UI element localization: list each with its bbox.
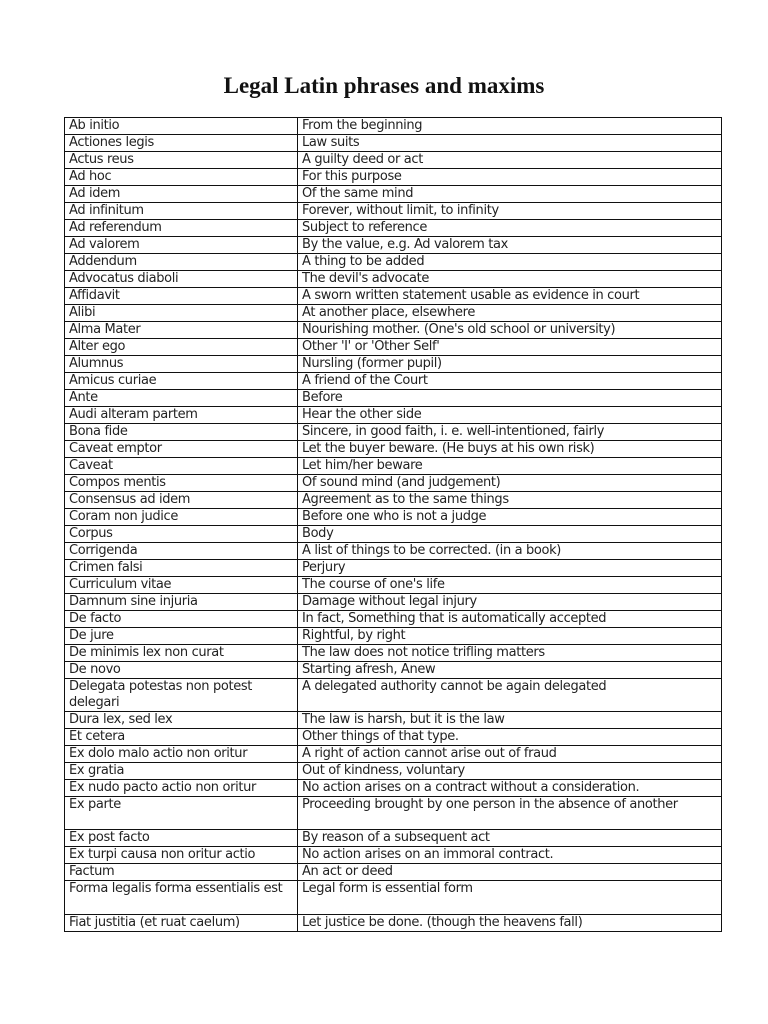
latin-phrase-cell: Delegata potestas non potest delegari (65, 679, 298, 712)
table-row (65, 780, 722, 797)
latin-phrase-cell: De novo (65, 662, 298, 679)
meaning-cell: A thing to be added (298, 254, 722, 271)
table-row (65, 830, 722, 847)
table-row (65, 271, 722, 288)
latin-phrase-cell: Ad valorem (65, 237, 298, 254)
table-row (65, 763, 722, 780)
latin-phrase-cell: Ad referendum (65, 220, 298, 237)
meaning-cell: Before one who is not a judge (298, 509, 722, 526)
table-row (65, 186, 722, 203)
table-row (65, 458, 722, 475)
meaning-cell: From the beginning (298, 118, 722, 135)
table-row (65, 662, 722, 679)
latin-phrase-cell: Ex dolo malo actio non oritur (65, 746, 298, 763)
latin-phrase-cell: Ex parte (65, 797, 298, 830)
meaning-cell: A friend of the Court (298, 373, 722, 390)
meaning-cell: Legal form is essential form (298, 881, 722, 914)
table-row (65, 729, 722, 746)
table-row (65, 305, 722, 322)
meaning-cell: A guilty deed or act (298, 152, 722, 169)
meaning-cell: Agreement as to the same things (298, 492, 722, 509)
meaning-cell: A sworn written statement usable as evidence in court (298, 288, 722, 305)
latin-phrase-cell: Ex gratia (65, 763, 298, 780)
latin-phrase-cell: Alma Mater (65, 322, 298, 339)
table-row (65, 254, 722, 271)
latin-phrase-cell: Caveat (65, 458, 298, 475)
table-row (65, 424, 722, 441)
phrases-table (64, 117, 722, 932)
meaning-cell: Body (298, 526, 722, 543)
meaning-cell: Sincere, in good faith, i. e. well-intentioned, fairly (298, 424, 722, 441)
latin-phrase-cell: Ex nudo pacto actio non oritur (65, 780, 298, 797)
latin-phrase-cell: Corpus (65, 526, 298, 543)
table-row (65, 645, 722, 662)
meaning-cell: Let the buyer beware. (He buys at his own risk) (298, 441, 722, 458)
latin-phrase-cell: Ab initio (65, 118, 298, 135)
meaning-cell: Other things of that type. (298, 729, 722, 746)
table-row (65, 203, 722, 220)
latin-phrase-cell: Audi alteram partem (65, 407, 298, 424)
latin-phrase-cell: Curriculum vitae (65, 577, 298, 594)
latin-phrase-cell: Damnum sine injuria (65, 594, 298, 611)
meaning-cell: Perjury (298, 560, 722, 577)
meaning-cell: Rightful, by right (298, 628, 722, 645)
meaning-cell: By the value, e.g. Ad valorem tax (298, 237, 722, 254)
latin-phrase-cell: Alumnus (65, 356, 298, 373)
latin-phrase-cell: Affidavit (65, 288, 298, 305)
meaning-cell: Let him/her beware (298, 458, 722, 475)
latin-phrase-cell: Crimen falsi (65, 560, 298, 577)
meaning-cell: Of sound mind (and judgement) (298, 475, 722, 492)
meaning-cell: No action arises on a contract without a consideration. (298, 780, 722, 797)
meaning-cell: Law suits (298, 135, 722, 152)
meaning-cell: Nourishing mother. (One's old school or university) (298, 322, 722, 339)
meaning-cell: Nursling (former pupil) (298, 356, 722, 373)
table-row (65, 560, 722, 577)
table-row (65, 594, 722, 611)
latin-phrase-cell: Factum (65, 864, 298, 881)
latin-phrase-cell: Compos mentis (65, 475, 298, 492)
latin-phrase-cell: Ante (65, 390, 298, 407)
latin-phrase-cell: Alibi (65, 305, 298, 322)
meaning-cell: An act or deed (298, 864, 722, 881)
table-row (65, 543, 722, 560)
meaning-cell: Proceeding brought by one person in the absence of another (298, 797, 722, 830)
latin-phrase-cell: De jure (65, 628, 298, 645)
latin-phrase-cell: Et cetera (65, 729, 298, 746)
latin-phrase-cell: Actus reus (65, 152, 298, 169)
table-row (65, 509, 722, 526)
meaning-cell: Other 'I' or 'Other Self' (298, 339, 722, 356)
meaning-cell: The course of one's life (298, 577, 722, 594)
table-row (65, 881, 722, 914)
table-row (65, 526, 722, 543)
table-row (65, 679, 722, 712)
latin-phrase-cell: Ad idem (65, 186, 298, 203)
table-row (65, 611, 722, 628)
table-row (65, 492, 722, 509)
meaning-cell: In fact, Something that is automatically accepted (298, 611, 722, 628)
latin-phrase-cell: Actiones legis (65, 135, 298, 152)
table-row (65, 237, 722, 254)
meaning-cell: Subject to reference (298, 220, 722, 237)
table-row (65, 390, 722, 407)
latin-phrase-cell: Forma legalis forma essentialis est (65, 881, 298, 914)
table-row (65, 628, 722, 645)
table-row (65, 797, 722, 830)
latin-phrase-cell: Consensus ad idem (65, 492, 298, 509)
meaning-cell: A right of action cannot arise out of fraud (298, 746, 722, 763)
table-row (65, 712, 722, 729)
meaning-cell: Starting afresh, Anew (298, 662, 722, 679)
latin-phrase-cell: De facto (65, 611, 298, 628)
meaning-cell: Out of kindness, voluntary (298, 763, 722, 780)
meaning-cell: Of the same mind (298, 186, 722, 203)
meaning-cell: Hear the other side (298, 407, 722, 424)
latin-phrase-cell: Advocatus diaboli (65, 271, 298, 288)
meaning-cell: A delegated authority cannot be again delegated (298, 679, 722, 712)
table-row (65, 322, 722, 339)
latin-phrase-cell: Coram non judice (65, 509, 298, 526)
latin-phrase-cell: Ex post facto (65, 830, 298, 847)
meaning-cell: At another place, elsewhere (298, 305, 722, 322)
table-row (65, 847, 722, 864)
meaning-cell: Forever, without limit, to infinity (298, 203, 722, 220)
table-row (65, 373, 722, 390)
table-row (65, 220, 722, 237)
meaning-cell: By reason of a subsequent act (298, 830, 722, 847)
latin-phrase-cell: Addendum (65, 254, 298, 271)
meaning-cell: The law does not notice trifling matters (298, 645, 722, 662)
latin-phrase-cell: Caveat emptor (65, 441, 298, 458)
meaning-cell: Damage without legal injury (298, 594, 722, 611)
meaning-cell: Before (298, 390, 722, 407)
table-row (65, 407, 722, 424)
table-row (65, 118, 722, 135)
meaning-cell: The devil's advocate (298, 271, 722, 288)
table-row (65, 339, 722, 356)
latin-phrase-cell: Ad hoc (65, 169, 298, 186)
table-row (65, 577, 722, 594)
latin-phrase-cell: De minimis lex non curat (65, 645, 298, 662)
latin-phrase-cell: Ex turpi causa non oritur actio (65, 847, 298, 864)
table-row (65, 746, 722, 763)
meaning-cell: The law is harsh, but it is the law (298, 712, 722, 729)
table-row (65, 914, 722, 931)
table-row (65, 475, 722, 492)
meaning-cell: A list of things to be corrected. (in a book) (298, 543, 722, 560)
table-row (65, 356, 722, 373)
meaning-cell: Let justice be done. (though the heavens fall) (298, 914, 722, 931)
latin-phrase-cell: Amicus curiae (65, 373, 298, 390)
page-title: Legal Latin phrases and maxims (223, 73, 545, 98)
table-row (65, 135, 722, 152)
table-row (65, 864, 722, 881)
table-row (65, 169, 722, 186)
latin-phrase-cell: Bona fide (65, 424, 298, 441)
latin-phrase-cell: Ad infinitum (65, 203, 298, 220)
table-row (65, 441, 722, 458)
latin-phrase-cell: Dura lex, sed lex (65, 712, 298, 729)
latin-phrase-cell: Fiat justitia (et ruat caelum) (65, 914, 298, 931)
meaning-cell: For this purpose (298, 169, 722, 186)
latin-phrase-cell: Corrigenda (65, 543, 298, 560)
latin-phrase-cell: Alter ego (65, 339, 298, 356)
table-row (65, 288, 722, 305)
table-row (65, 152, 722, 169)
meaning-cell: No action arises on an immoral contract. (298, 847, 722, 864)
